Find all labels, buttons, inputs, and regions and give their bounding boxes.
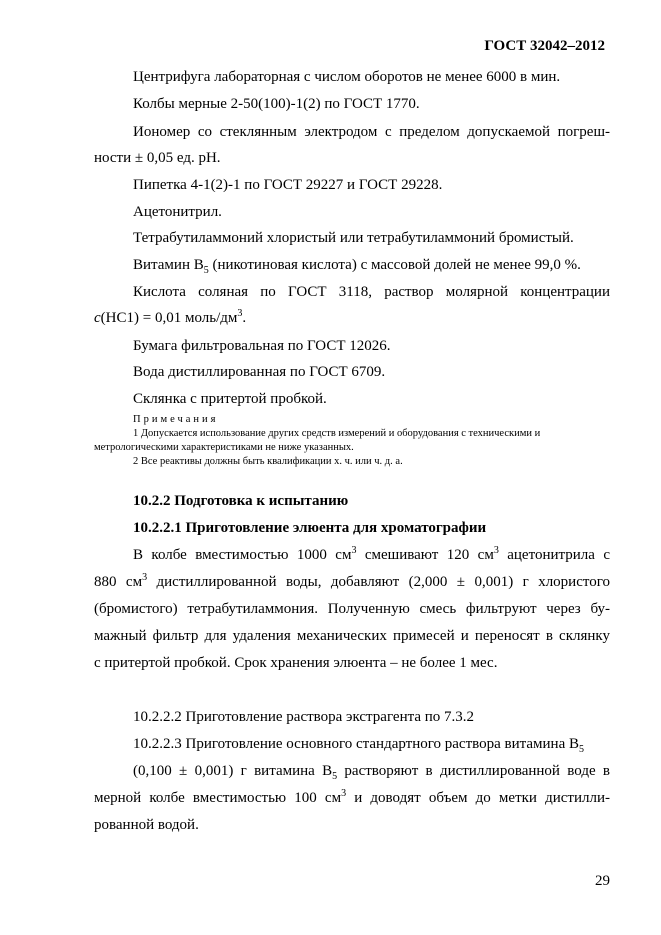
eluent-line5: с притертой пробкой. Срок хранения элюента – не более 1 мес. — [94, 655, 498, 671]
item-acid-line1: Кислота соляная по ГОСТ 3118, раствор молярной концентрации — [133, 284, 610, 300]
section-10-2-2-1-heading: 10.2.2.1 Приготовление элюента для хроматографии — [133, 520, 487, 536]
item-centrifuge: Центрифуга лабораторная с числом оборотов не менее 6000 в мин. — [133, 69, 561, 85]
standard-line3: рованной водой. — [94, 817, 199, 833]
notes-block — [94, 413, 610, 469]
eluent-line1: В колбе вместимостью 1000 $см^3$ смешивают 120 $см^3$ ацетонитрила с — [133, 545, 610, 563]
item-vitamin: Витамин $B_5$ (никотиновая кислота) с массовой долей не менее 99,0 %. — [133, 257, 581, 276]
item-pipette: Пипетка 4-1(2)-1 по ГОСТ 29227 и ГОСТ 29228. — [133, 177, 443, 193]
item-acetonitrile: Ацетонитрил. — [133, 204, 222, 220]
item-ionomer-line2: ности ± 0,05 ед. pH. — [94, 150, 221, 166]
item-flask-stopper: Склянка с притертой пробкой. — [133, 391, 327, 407]
section-10-2-2-2: 10.2.2.2 Приготовление раствора экстрагента по 7.3.2 — [133, 709, 475, 725]
eluent-line3: (бромистого) тетрабутиламмония. Полученную смесь фильтруют через бу- — [94, 601, 610, 617]
standard-line2: мерной колбе вместимостью 100 $см^3$ и доводят объем до метки дистилли- — [94, 788, 610, 806]
item-filter-paper: Бумага фильтровальная по ГОСТ 12026. — [133, 338, 391, 354]
note-2: 2 Все реактивы должны быть квалификации х. ч. или ч. д. а. — [133, 456, 403, 467]
note-1-line1: 1 Допускается использование других средств измерений и оборудования с техническими и — [133, 428, 541, 439]
document-number: ГОСТ 32042–2012 — [484, 38, 605, 54]
item-tetrabutylammonium: Тетрабутиламмоний хлористый или тетрабутиламмоний бромистый. — [133, 230, 574, 246]
item-distilled-water: Вода дистиллированная по ГОСТ 6709. — [133, 364, 386, 380]
item-acid-line2: c(HC1) = 0,01 моль/$дм^3$. — [94, 308, 247, 326]
notes-title: Примечания — [133, 414, 219, 425]
section-10-2-2-heading: 10.2.2 Подготовка к испытанию — [133, 493, 349, 509]
note-1-line2: метрологическими характеристиками не ниже указанных. — [94, 442, 354, 453]
item-ionomer-line1: Иономер со стеклянным электродом с пределом допускаемой погреш- — [133, 124, 610, 140]
section-10-2-2-3: 10.2.2.3 Приготовление основного стандартного раствора витамина $B_5$ — [133, 736, 584, 755]
eluent-line2: 880 $см^3$ дистиллированной воды, добавляют (2,000 ± 0,001) г хлористого — [94, 572, 611, 590]
item-flasks: Колбы мерные 2-50(100)-1(2) по ГОСТ 1770. — [133, 96, 420, 112]
standard-line1: (0,100 ± 0,001) г витамина $B_5$ растворяют в дистиллированной воде в — [133, 763, 610, 782]
eluent-line4: мажный фильтр для удаления механических примесей и переносят в склянку — [94, 628, 610, 644]
page-number: 29 — [595, 873, 610, 889]
